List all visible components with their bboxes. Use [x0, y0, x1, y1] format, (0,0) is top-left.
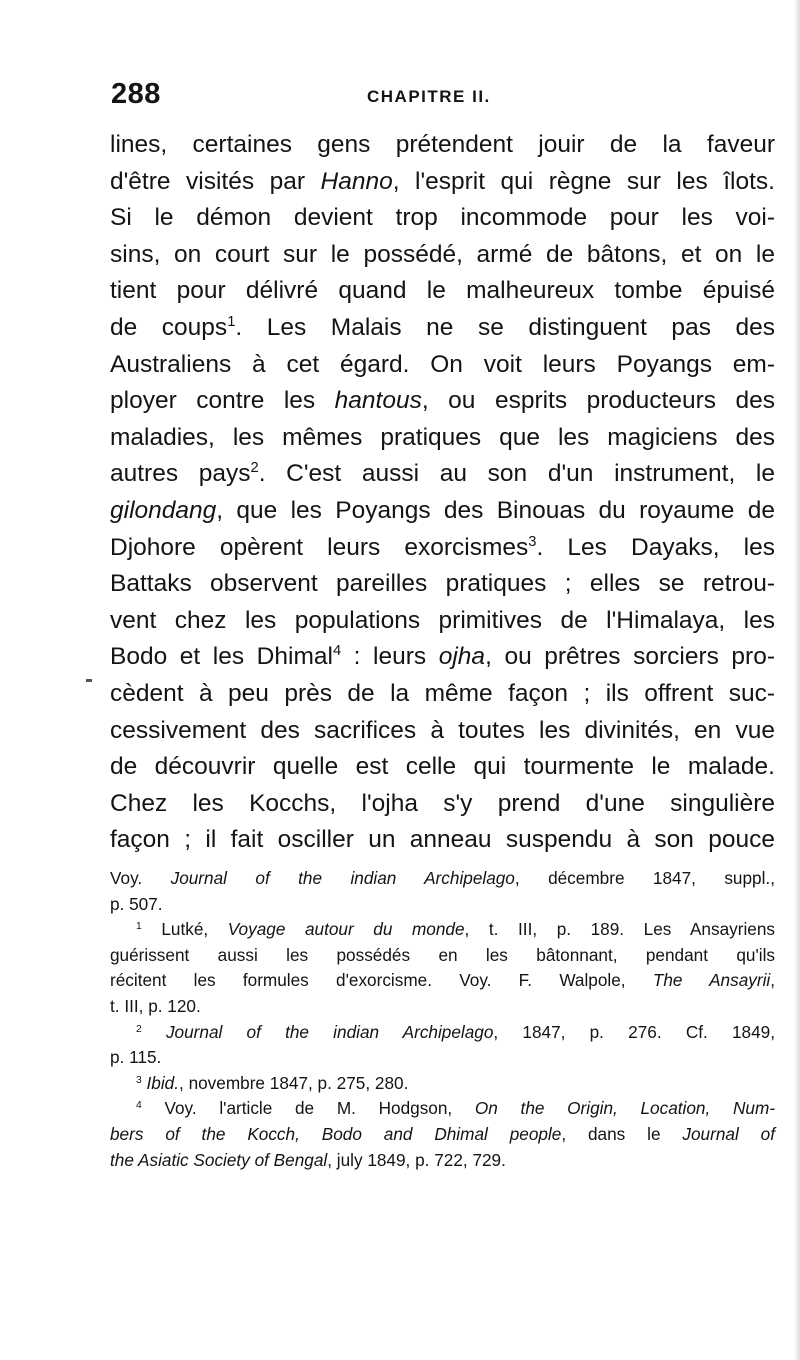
footnote-ref: 3 [528, 533, 537, 550]
footnote-line: t. III, p. 120. [110, 995, 201, 1016]
text-line: vent chez les populations primitives de l'Himalaya, les [110, 606, 775, 634]
text-line: Australiens à cet égard. On voit leurs Poyangs em- [110, 350, 775, 378]
text-line: Battaks observent pareilles pratiques ; elles se retrou- [110, 570, 775, 598]
text-line: ployer contre les hantous, ou esprits producteurs des [110, 387, 775, 415]
text-line: Djohore opèrent leurs exorcismes$^3$. Les Dayaks, les [110, 533, 775, 561]
footnote-line: p. 115. [110, 1047, 162, 1068]
footnote-2: $^2$ Journal of the indian Archipelago, 1847, p. 276. Cf. 1849, [136, 1021, 775, 1042]
text-line: tient pour délivré quand le malheureux tombe épuisé [110, 277, 775, 305]
text-line: de coups$^1$. Les Malais ne se distinguent pas des [110, 313, 775, 341]
footnote-1: $^1$ Lutké, Voyage autour du monde, t. III, p. 189. Les Ansayriens [136, 919, 775, 940]
footnote-ref: 1 [227, 314, 236, 331]
footnote-ref: 4 [332, 643, 342, 660]
text-line: maladies, les mêmes pratiques que les magiciens des [110, 423, 775, 451]
footnote-line: récitent les formules d'exorcisme. Voy. F. Walpole, The Ansayrii, [110, 970, 775, 991]
footnote-3: $^3$ Ibid., novembre 1847, p. 275, 280. [136, 1072, 409, 1093]
footnote-line: Voy. Journal of the indian Archipelago, décembre 1847, suppl., [110, 868, 775, 888]
text-line: façon ; il fait osciller un anneau suspendu à son pouce [110, 826, 775, 854]
text-line: d'être visités par Hanno, l'esprit qui règne sur les îlots. [110, 167, 775, 195]
footnote-ref: 2 [250, 460, 259, 477]
footnotes [110, 866, 775, 1173]
page-header [111, 78, 771, 122]
text-line: Chez les Kocchs, l'ojha s'y prend d'une singulière [110, 789, 775, 817]
body-text [110, 127, 775, 859]
footnote-line: guérissent aussi les possédés en les bâtonnant, pendant qu'ils [110, 944, 775, 965]
text-line: autres pays$^2$. C'est aussi au son d'un instrument, le [110, 460, 775, 488]
footnote-line: p. 507. [110, 893, 163, 914]
text-line: gilondang, que les Poyangs des Binouas du royaume de [110, 496, 775, 524]
footnote-line: bers of the Kocch, Bodo and Dhimal people, dans le Journal of [110, 1123, 775, 1144]
text-line: cessivement des sacrifices à toutes les divinités, en vue [110, 716, 775, 744]
text-line: cèdent à peu près de la même façon ; ils offrent suc- [110, 679, 775, 707]
text-line: lines, certaines gens prétendent jouir de la faveur [110, 131, 775, 158]
page-number: 288 [111, 78, 161, 110]
text-line: de découvrir quelle est celle qui tourmente le malade. [110, 753, 775, 781]
footnote-4: $^4$ Voy. l'article de M. Hodgson, On the Origin, Location, Num- [136, 1098, 775, 1119]
text-line: sins, on court sur le possédé, armé de bâtons, et on le [110, 240, 775, 268]
page-edge-shadow [794, 0, 800, 1360]
running-head: CHAPITRE II. [367, 87, 491, 106]
margin-mark [86, 679, 92, 682]
text-line: Bodo et les Dhimal$^4$ : leurs ojha, ou prêtres sorciers pro- [110, 643, 775, 671]
text-line: Si le démon devient trop incommode pour les voi- [110, 204, 775, 232]
footnote-line: the Asiatic Society of Bengal, july 1849, p. 722, 729. [110, 1149, 506, 1170]
